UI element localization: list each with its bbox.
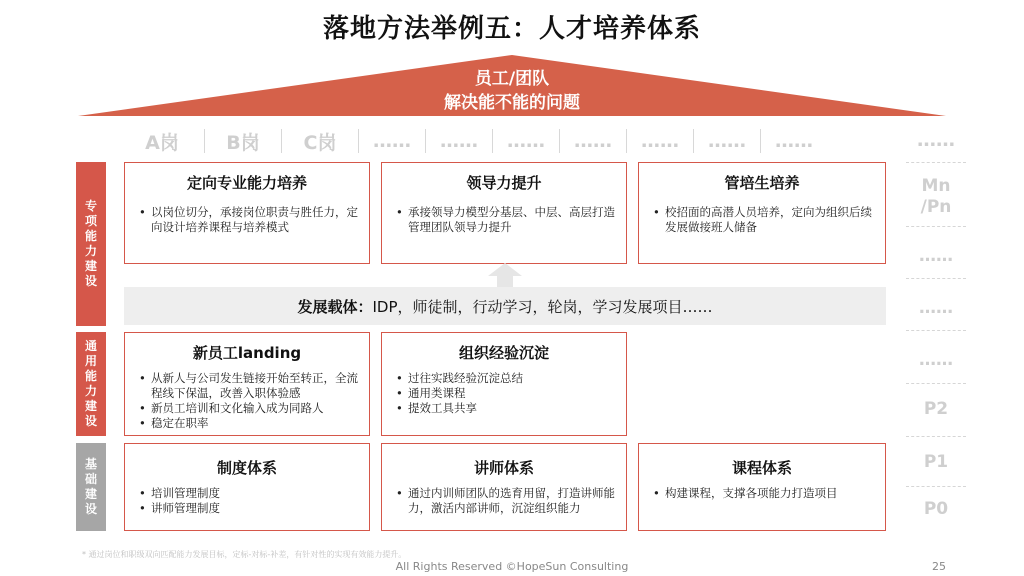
role-label: ……: [917, 129, 955, 151]
category-char: 设: [84, 414, 97, 428]
category-label-professional: [76, 162, 106, 326]
list-item: • 通过内训师团队的选育用留，打造讲师能力，激活内部讲师，沉淀组织能力: [394, 486, 616, 516]
card-title: 新员工landing: [192, 344, 302, 362]
card-body: [394, 371, 616, 416]
card-title: 制度体系: [216, 459, 277, 477]
list-item: • 通用类课程: [394, 386, 616, 401]
card-body: [394, 486, 616, 516]
card-management-trainee: [638, 162, 886, 264]
category-char: 设: [84, 274, 97, 288]
band-label: 发展载体：: [297, 297, 373, 316]
page-number: 25: [932, 560, 946, 573]
card-directional-training: [124, 162, 370, 264]
role-label: C岗: [303, 131, 337, 154]
list-item: • 讲师管理制度: [137, 501, 359, 516]
card-title: 课程体系: [731, 459, 792, 477]
card-title: 讲师体系: [473, 459, 534, 477]
role-label: ……: [641, 130, 679, 152]
level-label: Mn /Pn: [920, 176, 952, 217]
role-row: [120, 126, 890, 156]
card-body: [137, 486, 359, 516]
role-label: ……: [708, 130, 746, 152]
role-label: ……: [775, 130, 813, 152]
category-label-general: [76, 332, 106, 436]
category-char: 建: [84, 487, 97, 501]
category-char: 通: [84, 339, 97, 353]
role-label: ……: [507, 130, 545, 152]
category-char: 基: [84, 457, 97, 471]
list-item: • 过往实践经验沉淀总结: [394, 371, 616, 386]
category-char: 能: [84, 229, 97, 243]
category-char: 建: [84, 259, 97, 273]
card-organizational-experience: [381, 332, 627, 436]
role-label: A岗: [145, 131, 179, 154]
category-char: 用: [84, 354, 97, 368]
level-label: ……: [919, 246, 953, 266]
level-label: ……: [919, 298, 953, 318]
card-title: 定向专业能力培养: [186, 174, 307, 192]
divider: [906, 436, 966, 437]
list-item: • 构建课程，支撑各项能力打造项目: [651, 486, 875, 501]
copyright-footer: All Rights Reserved ©HopeSun Consulting: [395, 560, 629, 573]
band-text: IDP，师徒制，行动学习，轮岗，学习发展项目……: [372, 297, 713, 316]
card-body: [651, 486, 875, 501]
divider: [906, 226, 966, 227]
category-char: 力: [84, 384, 97, 398]
category-char: 础: [84, 472, 97, 486]
card-body: [394, 205, 616, 235]
card-lecturer-system: [381, 443, 627, 531]
role-label: B岗: [226, 131, 260, 154]
development-carrier-band: [124, 287, 886, 325]
roof-subtitle: 解决能不能的问题: [444, 93, 580, 113]
divider: [906, 330, 966, 331]
card-policy-system: [124, 443, 370, 531]
category-char: 能: [84, 369, 97, 383]
roof-title: 员工/团队: [474, 69, 550, 89]
divider: [906, 383, 966, 384]
category-char: 力: [84, 244, 97, 258]
category-char: 设: [84, 502, 97, 516]
list-item: • 稳定在职率: [137, 416, 359, 431]
divider: [906, 278, 966, 279]
role-label: ……: [373, 130, 411, 152]
list-item: • 新员工培训和文化输入成为同路人: [137, 401, 359, 416]
card-body: [137, 205, 359, 235]
card-title: 领导力提升: [466, 174, 542, 192]
role-label: ……: [574, 130, 612, 152]
footnote: * 通过岗位和职级双向匹配能力发展目标，定标-对标-补差，有针对性的实现有效能力提升。: [82, 550, 407, 559]
list-item: • 培训管理制度: [137, 486, 359, 501]
category-char: 专: [84, 199, 97, 213]
level-label: P2: [923, 399, 949, 419]
list-item: • 以岗位切分，承接岗位职责与胜任力，定向设计培养课程与培养模式: [137, 205, 359, 235]
list-item: • 校招面的高潜人员培养，定向为组织后续发展做接班人储备: [651, 205, 875, 235]
list-item: • 从新人与公司发生链接开始至转正，全流程线下保温，改善入职体验感: [137, 371, 359, 401]
level-label: P1: [923, 452, 949, 472]
level-label: P0: [923, 499, 949, 519]
category-char: 建: [84, 399, 97, 413]
page-title: 落地方法举例五：人才培养体系: [322, 14, 701, 44]
divider: [906, 162, 966, 163]
category-char: 项: [84, 214, 97, 228]
card-leadership: [381, 162, 627, 264]
list-item: • 承接领导力模型分基层、中层、高层打造管理团队领导力提升: [394, 205, 616, 235]
card-body: [137, 371, 359, 431]
up-arrow-icon: [488, 263, 522, 289]
category-label-foundation: [76, 443, 106, 531]
role-label: ……: [440, 130, 478, 152]
card-new-employee-landing: [124, 332, 370, 436]
card-title: 管培生培养: [724, 174, 800, 192]
card-course-system: [638, 443, 886, 531]
level-label: ……: [919, 350, 953, 370]
list-item: • 提效工具共享: [394, 401, 616, 416]
divider: [906, 486, 966, 487]
card-title: 组织经验沉淀: [458, 344, 549, 362]
card-body: [651, 205, 875, 235]
